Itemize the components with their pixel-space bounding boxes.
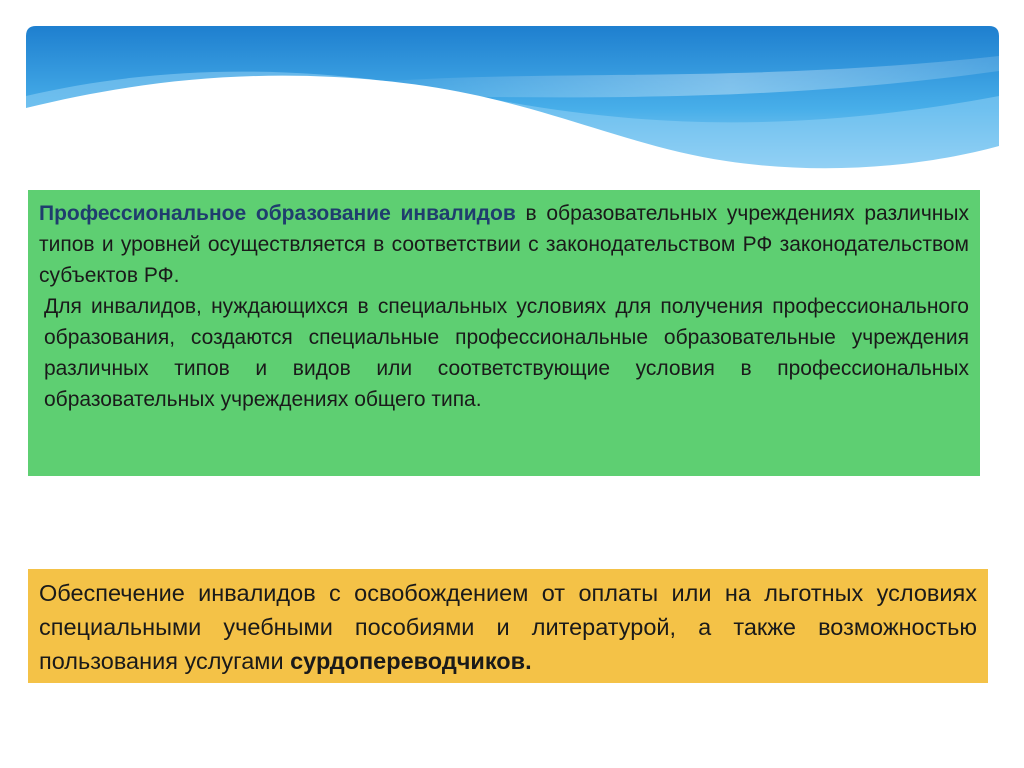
orange-text-box [28,569,988,683]
orange-paragraph-text: Обеспечение инвалидов с освобождением от оплаты или на льготных условиях специальными учебными пособиями и литературой, а также возможностью пользования услугами [39,580,977,674]
wave-header-banner [26,26,999,176]
orange-bold-term: сурдопереводчиков. [290,648,532,674]
green-paragraph-2: Для инвалидов, нуждающихся в специальных условиях для получения профессионального образования, создаются специальные профессиональные образовательные учреждения различных типов и видов или соответствующие условия в профессиональных образовательных учреждениях общего типа. [44,295,969,411]
green-term: Профессиональное образование инвалидов [39,202,516,225]
green-paragraph-1-text: в образовательных учреждениях различных типов и уровней осуществляется в соответствии с законодательством РФ законодательством субъектов РФ. [39,202,969,287]
green-paragraph-1 [39,198,969,291]
green-text-box [28,190,980,476]
orange-paragraph [39,576,977,678]
